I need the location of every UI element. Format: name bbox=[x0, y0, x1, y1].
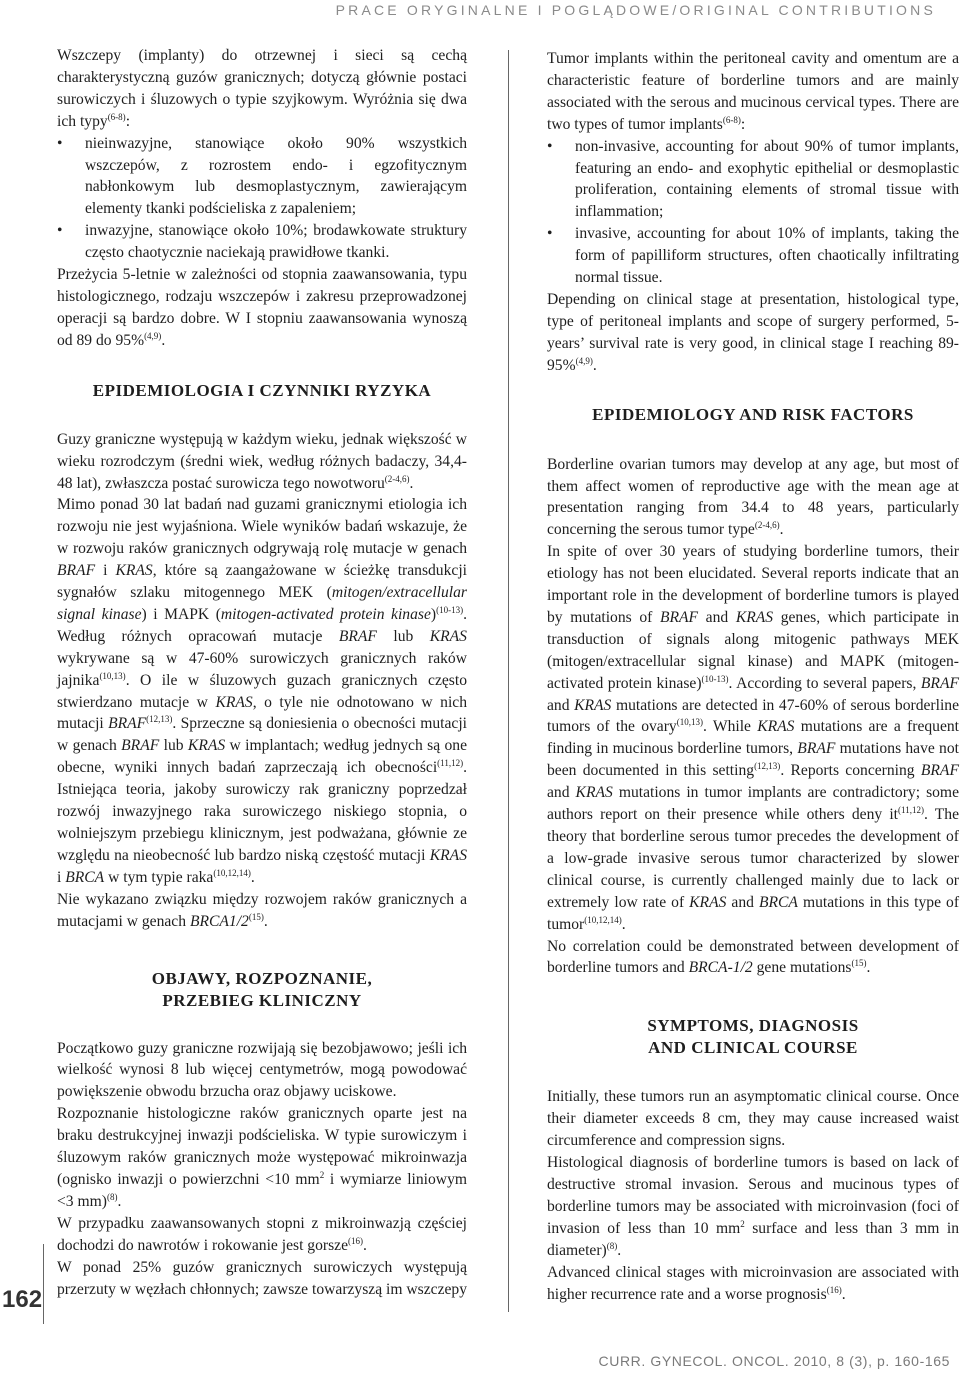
implant-types-list bbox=[57, 133, 467, 264]
reference-marker: (11,12) bbox=[437, 758, 464, 769]
paragraph-epidemiology-age: Guzy graniczne występują w każdym wieku, jednak większość w wieku rozrodczym (średni wiek, według różnych badaczy, 34,4-48 lat), zwłaszcza postać surowicza tego nowotworu$^{(2-4,6)}$. bbox=[57, 430, 467, 492]
reference-marker: (12,13) bbox=[754, 761, 781, 772]
paragraph-diagnosis: Histological diagnosis of borderline tumors is based on lack of destructive stromal invasion. Serous and mucinous types of borderline tumors may be associated with microinvasion (foci of invasion of less than 10 $mm^2$ surface and less than 3 mm in diameter)$^{(8)}$. bbox=[547, 1154, 959, 1259]
list-item: • invasive, accounting for about 10% of implants, taking the form of papilliform structures, often chaotically infiltrating normal tissue. bbox=[547, 223, 959, 289]
list-item: • non-invasive, accounting for about 90% of tumor implants, featuring an endo- and exophytic epithelial or desmoplastic proliferation, containing elements of stromal tissue with inflammation; bbox=[547, 136, 959, 224]
reference-marker: (10-13) bbox=[701, 673, 729, 684]
paragraph-survival: Depending on clinical stage at presentation, histological type, type of peritoneal implants and scope of surgery performed, 5-years’ survival rate is very good, in clinical stage I reaching 89-95%$^{(4,9)}$. bbox=[547, 290, 959, 374]
paragraph-prognosis: Advanced clinical stages with microinvasion are associated with higher recurrence rate and a worse prognosis$^{(16)}$. bbox=[547, 1263, 959, 1303]
page-number: 162 bbox=[2, 1286, 43, 1313]
reference-marker: (16) bbox=[348, 1235, 364, 1246]
reference-marker: (4,9) bbox=[575, 355, 593, 366]
left-column-polish bbox=[57, 45, 467, 1300]
reference-marker: (10,12,14) bbox=[584, 914, 622, 925]
section-heading-epidemiology: EPIDEMIOLOGIA I CZYNNIKI RYZYKA bbox=[92, 380, 432, 400]
paragraph-epidemiology-age: Borderline ovarian tumors may develop at any age, but most of them affect women of reproductive age with the mean age at presentation ranging from 34.4 to 48 years, particularly concerning the serous tumor type$^{(2-4,6)}$. bbox=[547, 455, 959, 539]
reference-marker: (2-4,6) bbox=[754, 520, 780, 531]
reference-marker: (2-4,6) bbox=[384, 473, 410, 484]
section-heading-symptoms: SYMPTOMS, DIAGNOSIS AND CLINICAL COURSE bbox=[647, 1016, 859, 1058]
reference-marker: (4,9) bbox=[144, 330, 162, 341]
list-item: • nieinwazyjne, stanowiące około 90% wszystkich wszczepów, z rozrostem endo- i egzofitycznym nabłonkowym lub desmoplastycznym, zawierającym elementy tkanki podścieliska z zapaleniem; bbox=[57, 133, 467, 221]
reference-marker: (10,12,14) bbox=[213, 867, 251, 878]
section-heading-epidemiology: EPIDEMIOLOGY AND RISK FACTORS bbox=[592, 404, 914, 424]
reference-marker: (8) bbox=[606, 1240, 618, 1251]
reference-marker: (8) bbox=[106, 1191, 118, 1202]
reference-marker: (16) bbox=[826, 1284, 842, 1295]
paragraph-lymph-nodes: W ponad 25% guzów granicznych surowiczych występują przerzuty w węzłach chłonnych; zawsze towarzyszą im wszczepy bbox=[57, 1258, 468, 1298]
reference-marker: (6-8) bbox=[722, 114, 741, 125]
paragraph-brca: Nie wykazano związku między rozwojem raków granicznych a mutacjami w genach BRCA1/2$^{(15)}$. bbox=[57, 890, 467, 930]
reference-marker: (10,13) bbox=[676, 717, 703, 728]
paragraph-implants-intro: Tumor implants within the peritoneal cavity and omentum are a characteristic feature of borderline tumors and are mainly associated with the serous and mucinous cervical types. There are two types of tumor implants$^{(6-8)}$: bbox=[547, 50, 959, 133]
reference-marker: (6-8) bbox=[107, 111, 126, 122]
implant-types-list bbox=[547, 136, 959, 289]
running-header: PRACE ORYGINALNE I POGLĄDOWE/ORIGINAL CONTRIBUTIONS bbox=[335, 2, 936, 18]
paragraph-symptoms: Początkowo guzy graniczne rozwijają się bezobjawowo; jeśli ich wielkość wynosi 8 lub więcej centymetrów, mogą powodować powiększenie obwodu brzucha oraz objawy uciskowe. bbox=[57, 1039, 467, 1101]
reference-marker: (10,13) bbox=[99, 670, 126, 681]
footer-citation: CURR. GYNECOL. ONCOL. 2010, 8 (3), p. 160-165 bbox=[598, 1353, 950, 1369]
column-divider bbox=[508, 50, 509, 1312]
paragraph-implants-intro: Wszczepy (implanty) do otrzewnej i sieci są cechą charakterystyczną guzów granicznych; dotyczą głównie postaci surowiczych i śluzowych o typie szyjkowym. Wyróżnia się dwa ich typy$^{(6-8)}$: bbox=[57, 47, 467, 130]
reference-marker: (15) bbox=[248, 911, 264, 922]
paragraph-symptoms: Initially, these tumors run an asymptomatic clinical course. Once their diameter exceeds 8 cm, they may cause increased waist circumference and compression signs. bbox=[547, 1088, 959, 1150]
paragraph-survival: Przeżycia 5-letnie w zależności od stopnia zaawansowania, typu histologicznego, rodzaju wszczepów i zakresu przeprowadzonej operacji są bardzo dobre. W I stopniu zaawansowania wynoszą od 89 do 95%$^{(4,9)}$. bbox=[57, 266, 467, 349]
reference-marker: (15) bbox=[851, 958, 867, 969]
paragraph-brca: No correlation could be demonstrated between development of borderline tumors and BRCA-1/2 gene mutations$^{(15)}$. bbox=[547, 937, 959, 977]
section-heading-symptoms: OBJAWY, ROZPOZNANIE, PRZEBIEG KLINICZNY bbox=[151, 968, 373, 1010]
paragraph-mutations: In spite of over 30 years of studying borderline tumors, their etiology has not been elucidated. Several reports indicate that an important role in the development of borderline tumors is played by mutations of BRAF and KRAS genes, which participate in transduction of signals along mitogenic pathways MEK (mitogen/extracellular signal kinase) and MAPK (mitogen-activated protein kinase)$^{(10-13)}$. According to several papers, BRAF and KRAS mutations are detected in 47-60% of serous borderline tumors of the ovary$^{(10,13)}$. While KRAS mutations are a frequent finding in mucinous borderline tumors, BRAF mutations have not been documented in this setting$^{(12,13)}$. Reports concerning BRAF and KRAS mutations in tumor implants are contradictory; some authors report on their presence while others deny it$^{(11,12)}$. The theory that borderline serous tumor precedes the development of a low-grade invasive serous tumor characterized by slower clinical course, is currently challenged mainly due to lack or extremely low rate of KRAS and BRCA mutations in this type of tumor$^{(10,12,14)}$. bbox=[547, 543, 960, 933]
paragraph-diagnosis: Rozpoznanie histologiczne raków granicznych oparte jest na braku destrukcyjnej inwazji podścieliska. W typie surowiczym i śluzowym raków granicznych może występować mikroinwazja (ognisko inwazji o powierzchni <10 $mm^2$ i wymiarze liniowym <3 mm)$^{(8)}$. bbox=[57, 1105, 467, 1210]
reference-marker: (11,12) bbox=[898, 805, 924, 816]
margin-rule bbox=[43, 1244, 44, 1324]
reference-marker: (10-13) bbox=[436, 604, 464, 615]
paragraph-prognosis: W przypadku zaawansowanych stopni z mikroinwazją częściej dochodzi do nawrotów i rokowanie jest gorsze$^{(16)}$. bbox=[57, 1214, 467, 1254]
right-column-english bbox=[547, 48, 959, 1305]
paragraph-mutations: Mimo ponad 30 lat badań nad guzami granicznymi etiologia ich rozwoju nie jest wyjaśniona. Wiele wyników badań wskazuje, że w rozwoju raków granicznych odgrywają rolę mutacje w genach BRAF i KRAS, które są zaangażowane w ścieżkę transdukcji sygnałów szlaku mitogennego MEK (mitogen/extracellular signal kinase) i MAPK (mitogen-activated protein kinase)$^{(10-13)}$. Według różnych opracowań mutacje BRAF lub KRAS wykrywane są w 47-60% surowiczych granicznych raków jajnika$^{(10,13)}$. O ile w śluzowych guzach granicznych często stwierdzano mutacje w KRAS, o tyle nie odnotowano w nich mutacji BRAF$^{(12,13)}$. Sprzeczne są doniesienia o obecności mutacji w genach BRAF lub KRAS w implantach; według jednych są one obecne, wyniki innych badań zaprzeczają ich obecności$^{(11,12)}$. Istniejąca teoria, jakoby surowiczy rak graniczny poprzedzał rozwój inwazyjnego raka surowiczego niskiego stopnia, o wolniejszym przebiegu klinicznym, jest podważana, głównie ze względu na nieobecność lub bardzo niską częstość mutacji KRAS i BRCA w tym typie raka$^{(10,12,14)}$. bbox=[57, 496, 468, 886]
reference-marker: (12,13) bbox=[146, 714, 173, 725]
list-item: • inwazyjne, stanowiące około 10%; brodawkowate struktury często chaotycznie naciekają prawidłowe tkanki. bbox=[57, 220, 467, 264]
